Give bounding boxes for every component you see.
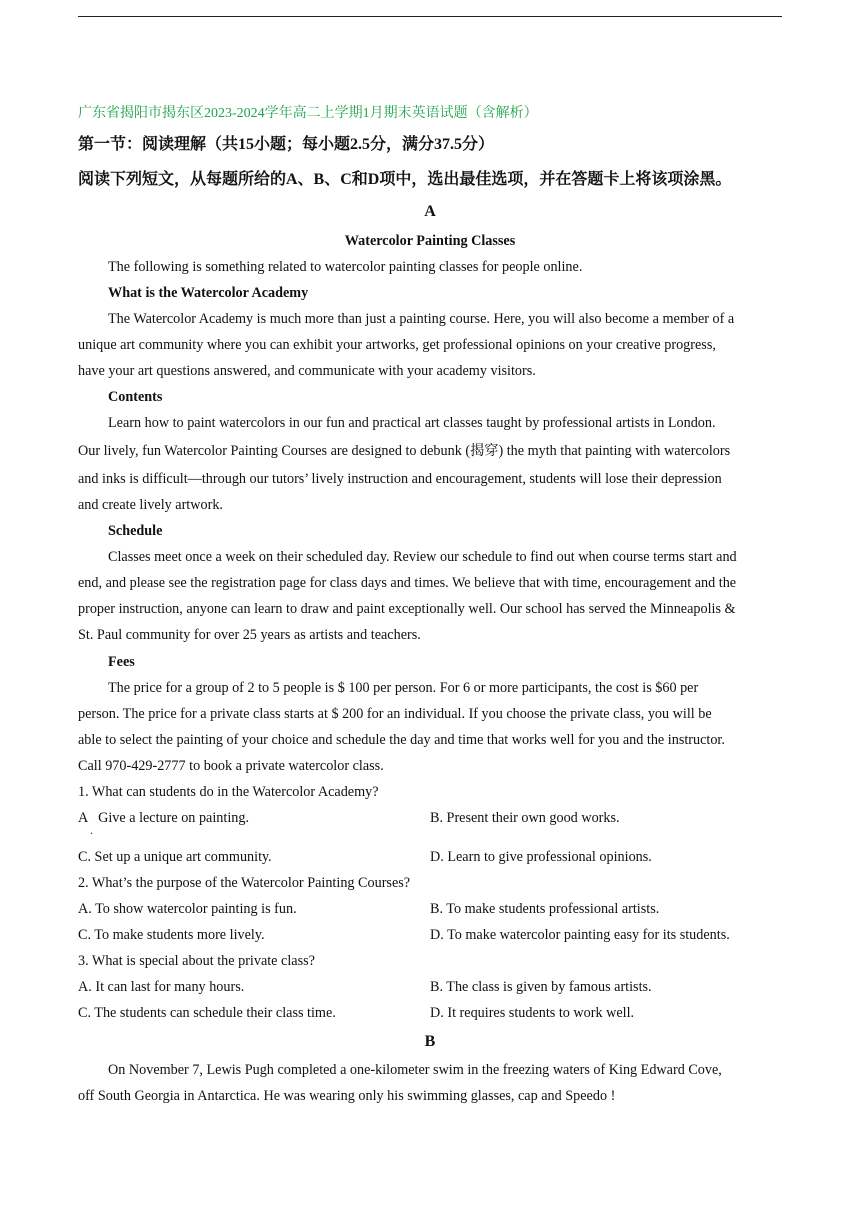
passage-title: Watercolor Painting Classes [344, 233, 516, 249]
answer-option-row [78, 808, 782, 837]
question-stem: 1. What can students do in the Watercolor Academy? [78, 784, 379, 800]
section-heading: 第一节：阅读理解（共15小题；每小题2.5分，满分37.5分） [78, 136, 495, 153]
option-b: B. To make students professional artists. [430, 901, 660, 917]
paragraph-line: Our lively, fun Watercolor Painting Courses are designed to debunk (揭穿) the myth that painting with watercolors [78, 443, 731, 459]
question-stem: 2. What’s the purpose of the Watercolor Painting Courses? [78, 875, 411, 891]
answer-option-row [78, 925, 782, 945]
paragraph-line: end, and please see the registration page for class days and times. We believe that with time, encouragement and the [78, 575, 737, 591]
paragraph-line: On November 7, Lewis Pugh completed a one-kilometer swim in the freezing waters of King Edward Cove, [108, 1062, 722, 1078]
intro-text: The following is something related to watercolor painting classes for people online. [108, 259, 583, 275]
paragraph-line: and create lively artwork. [78, 497, 223, 513]
paragraph-line: and inks is difficult—through our tutors’ lively instruction and encouragement, students will lose their depression [78, 471, 722, 487]
paragraph-line: able to select the painting of your choice and schedule the day and time that works well for you and the instructor. [78, 732, 725, 748]
heading-fees: Fees [108, 654, 135, 670]
paragraph-line: off South Georgia in Antarctica. He was wearing only his swimming glasses, cap and Speedo ! [78, 1088, 616, 1104]
paragraph-line: Call 970-429-2777 to book a private watercolor class. [78, 758, 384, 774]
paragraph-line: proper instruction, anyone can learn to draw and paint exceptionally well. Our school has served the Minneapolis & [78, 601, 736, 617]
paragraph-line: St. Paul community for over 25 years as artists and teachers. [78, 627, 421, 643]
answer-option-row [78, 899, 782, 919]
option-b: B. Present their own good works. [430, 810, 620, 826]
paragraph-line: unique art community where you can exhibit your artworks, get professional opinions on your creative progress, [78, 337, 716, 353]
option-d: D. To make watercolor painting easy for its students. [430, 927, 730, 943]
option-a: A Give a lecture on painting. [78, 810, 249, 826]
heading-contents: Contents [108, 389, 163, 405]
heading-schedule: Schedule [108, 523, 163, 539]
answer-option-row [78, 1003, 782, 1023]
option-c: C. The students can schedule their class time. [78, 1005, 336, 1021]
instruction-text: 阅读下列短文，从每题所给的A、B、C和D项中，选出最佳选项，并在答题卡上将该项涂黑。 [78, 171, 732, 188]
heading-academy: What is the Watercolor Academy [108, 285, 309, 301]
paragraph-line: Learn how to paint watercolors in our fun and practical art classes taught by professional artists in London. [108, 415, 716, 431]
option-a: A. To show watercolor painting is fun. [78, 901, 297, 917]
paragraph-line: The price for a group of 2 to 5 people is $ 100 per person. For 6 or more participants, the cost is $60 per [108, 680, 699, 696]
option-d: D. It requires students to work well. [430, 1005, 635, 1021]
source-title: 广东省揭阳市揭东区2023-2024学年高二上学期1月期末英语试题（含解析） [78, 106, 538, 121]
option-d: D. Learn to give professional opinions. [430, 849, 652, 865]
stray-dot: . [90, 823, 93, 837]
answer-option-row [78, 977, 782, 997]
paragraph-line: Classes meet once a week on their scheduled day. Review our schedule to find out when course terms start and [108, 549, 737, 565]
option-c: C. To make students more lively. [78, 927, 265, 943]
passage-letter-b: B [424, 1033, 436, 1050]
paragraph-line: The Watercolor Academy is much more than just a painting course. Here, you will also become a member of a [108, 311, 735, 327]
paragraph-line: have your art questions answered, and communicate with your academy visitors. [78, 363, 536, 379]
question-stem: 3. What is special about the private class? [78, 953, 315, 969]
passage-letter-a: A [424, 203, 436, 220]
answer-option-row [78, 847, 782, 867]
option-a: A. It can last for many hours. [78, 979, 245, 995]
top-rule [78, 16, 782, 17]
option-b: B. The class is given by famous artists. [430, 979, 652, 995]
option-c: C. Set up a unique art community. [78, 849, 272, 865]
paragraph-line: person. The price for a private class starts at $ 200 for an individual. If you choose the private class, you will be [78, 706, 712, 722]
